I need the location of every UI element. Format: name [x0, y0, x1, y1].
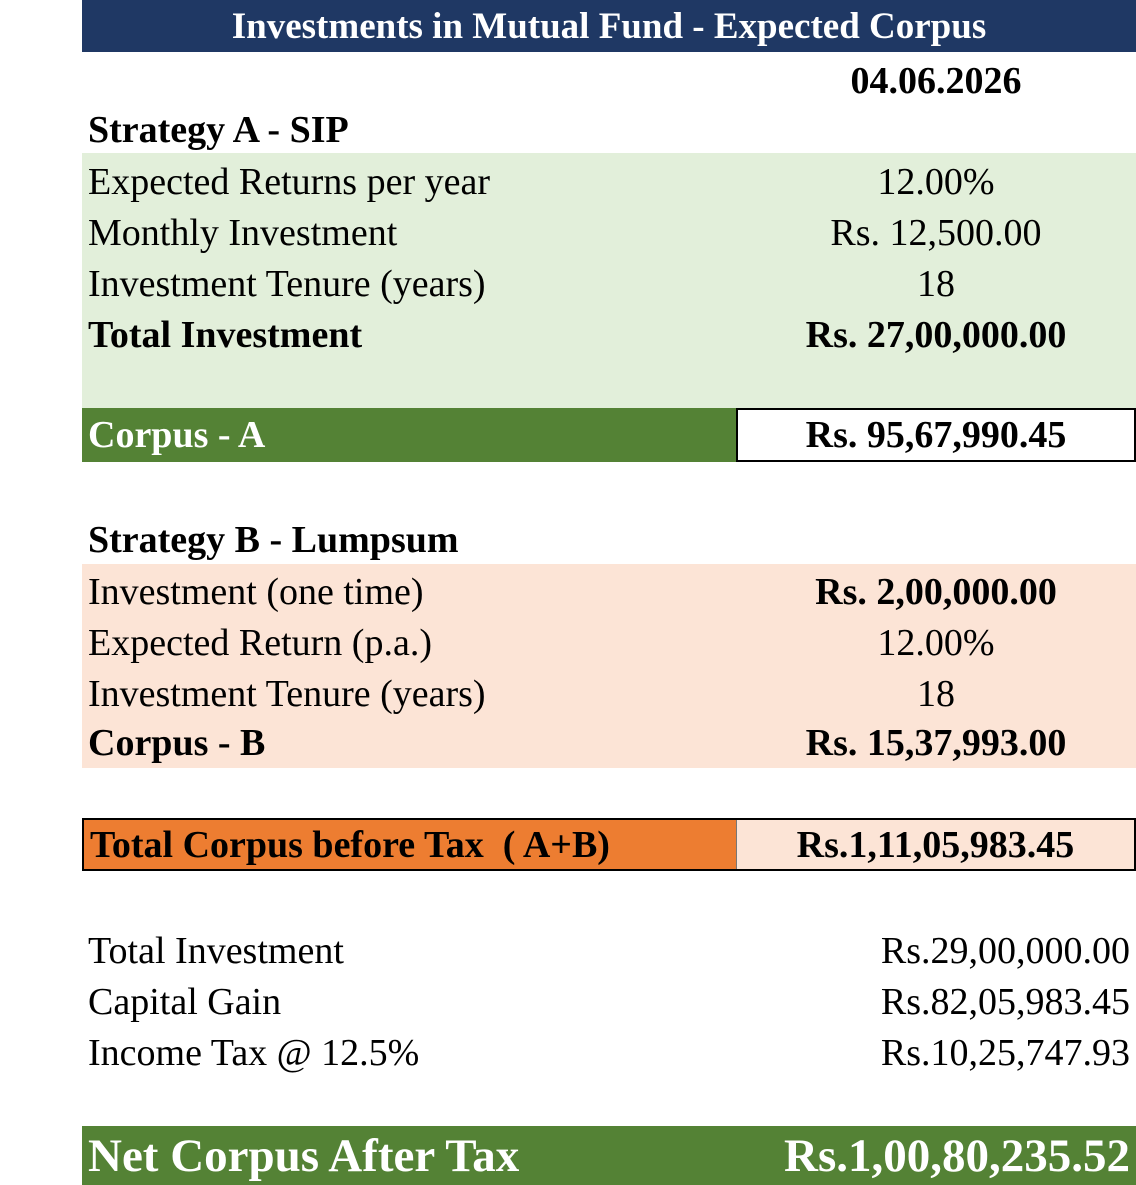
- row-label: Corpus - B: [88, 722, 266, 764]
- tax-row-income-tax: [82, 1027, 1136, 1078]
- date-cell[interactable]: 04.06.2026: [850, 60, 1022, 102]
- date-row: [82, 58, 1136, 104]
- strategy-b-row-investment: [82, 566, 1136, 617]
- total-investment-cell[interactable]: Rs. 27,00,000.00: [805, 313, 1067, 356]
- strategy-b-heading: Strategy B - Lumpsum: [88, 519, 459, 561]
- strategy-a-block: [82, 153, 1136, 409]
- row-label: Capital Gain: [88, 980, 282, 1023]
- tax-row-total-investment: [82, 925, 1136, 976]
- returns-cell[interactable]: 12.00%: [877, 621, 995, 664]
- net-corpus-row: [82, 1126, 1136, 1185]
- corpus-b-cell[interactable]: Rs. 15,37,993.00: [805, 722, 1067, 764]
- corpus-a-row: [82, 408, 1136, 462]
- strategy-a-row-total: [82, 309, 1136, 360]
- tax-total-investment-cell[interactable]: Rs.29,00,000.00: [880, 929, 1130, 972]
- row-label: Monthly Investment: [88, 211, 398, 254]
- tenure-cell[interactable]: 18: [917, 262, 955, 305]
- strategy-a-heading: Strategy A - SIP: [88, 109, 349, 151]
- tax-row-capital-gain: [82, 976, 1136, 1027]
- capital-gain-cell[interactable]: Rs.82,05,983.45: [880, 980, 1130, 1023]
- net-corpus-label: Net Corpus After Tax: [88, 1129, 520, 1182]
- net-corpus-value-cell[interactable]: Rs.1,00,80,235.52: [784, 1129, 1130, 1182]
- row-label: Total Investment: [88, 929, 344, 972]
- strategy-a-row-tenure: [82, 258, 1136, 309]
- strategy-b-row-corpus: [82, 718, 1136, 768]
- row-label: Income Tax @ 12.5%: [88, 1031, 420, 1074]
- row-label: Expected Return (p.a.): [88, 621, 432, 664]
- strategy-a-row-returns: [82, 156, 1136, 207]
- corpus-a-value-cell[interactable]: [736, 408, 1136, 462]
- row-label: Total Investment: [88, 313, 363, 356]
- strategy-a-row-monthly: [82, 207, 1136, 258]
- lumpsum-investment-cell[interactable]: Rs. 2,00,000.00: [815, 570, 1057, 613]
- monthly-investment-cell[interactable]: Rs. 12,500.00: [830, 211, 1042, 254]
- returns-cell[interactable]: 12.00%: [877, 160, 995, 203]
- row-label: Investment Tenure (years): [88, 672, 486, 715]
- row-label: Investment Tenure (years): [88, 262, 486, 305]
- strategy-b-heading-row: [82, 516, 1136, 564]
- row-label: Investment (one time): [88, 570, 424, 613]
- total-corpus-value: Rs.1,11,05,983.45: [796, 823, 1075, 866]
- corpus-a-label-cell[interactable]: [82, 408, 736, 462]
- strategy-b-row-returns: [82, 617, 1136, 668]
- income-tax-cell[interactable]: Rs.10,25,747.93: [880, 1031, 1130, 1074]
- corpus-a-value: Rs. 95,67,990.45: [805, 414, 1067, 456]
- sheet-title: Investments in Mutual Fund - Expected Corpus: [82, 0, 1136, 52]
- tenure-cell[interactable]: 18: [917, 672, 955, 715]
- total-corpus-label: Total Corpus before Tax ( A+B): [90, 823, 610, 866]
- total-corpus-label-cell[interactable]: [84, 820, 737, 869]
- strategy-b-row-tenure: [82, 668, 1136, 719]
- total-corpus-value-cell[interactable]: [737, 820, 1134, 869]
- strategy-a-heading-row: [82, 106, 1136, 154]
- strategy-b-block: [82, 564, 1136, 768]
- corpus-a-label: Corpus - A: [88, 414, 266, 456]
- row-label: Expected Returns per year: [88, 160, 490, 203]
- total-corpus-row: [82, 818, 1136, 871]
